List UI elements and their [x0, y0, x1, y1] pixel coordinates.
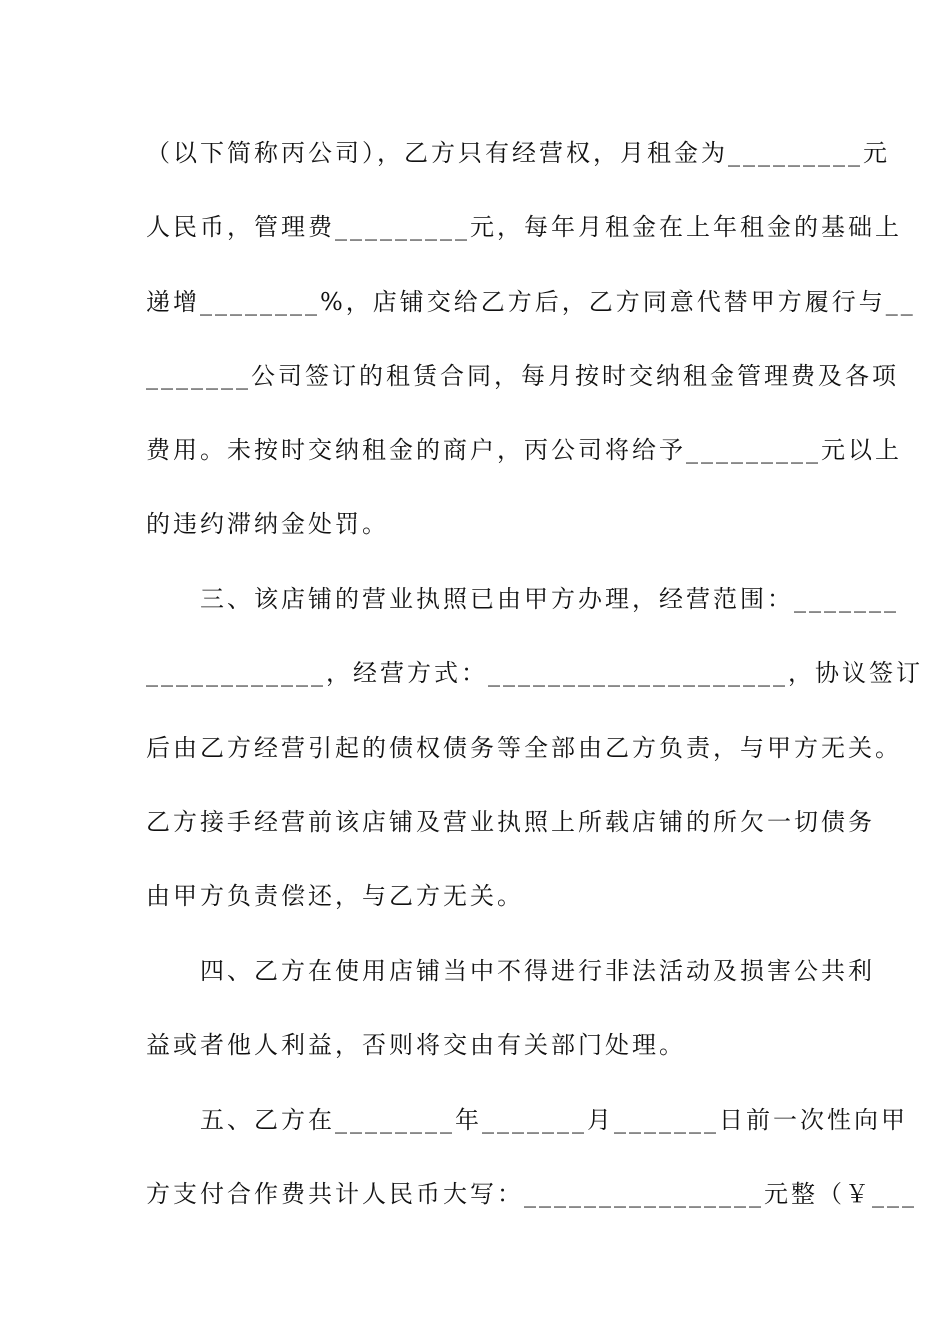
- paragraph-line: （以下简称丙公司），乙方只有经营权，月租金为_________元: [146, 139, 890, 167]
- clause-five-line: 五、乙方在________年_______月_______日前一次性向甲: [146, 1106, 908, 1134]
- paragraph-line: 递增________%，店铺交给乙方后，乙方同意代替甲方履行与__: [146, 288, 916, 316]
- paragraph-line: 由甲方负责偿还，与乙方无关。: [146, 882, 524, 910]
- paragraph-line: 乙方接手经营前该店铺及营业执照上所载店铺的所欠一切债务: [146, 808, 875, 836]
- paragraph-line: 益或者他人利益，否则将交由有关部门处理。: [146, 1031, 686, 1059]
- paragraph-line: ____________，经营方式：____________________，协议签订: [146, 659, 923, 687]
- paragraph-line: 人民币，管理费_________元，每年月租金在上年租金的基础上: [146, 213, 902, 241]
- clause-three-line: 三、该店铺的营业执照已由甲方办理，经营范围：_______: [146, 585, 899, 613]
- paragraph-line: 费用。未按时交纳租金的商户，丙公司将给予_________元以上: [146, 436, 902, 464]
- clause-four-line: 四、乙方在使用店铺当中不得进行非法活动及损害公共利: [146, 957, 875, 985]
- paragraph-line: 的违约滞纳金处罚。: [146, 510, 389, 538]
- paragraph-line: _______公司签订的租赁合同，每月按时交纳租金管理费及各项: [146, 362, 899, 390]
- paragraph-line: 方支付合作费共计人民币大写：________________元整（￥___: [146, 1180, 917, 1208]
- paragraph-line: 后由乙方经营引起的债权债务等全部由乙方负责，与甲方无关。: [146, 734, 902, 762]
